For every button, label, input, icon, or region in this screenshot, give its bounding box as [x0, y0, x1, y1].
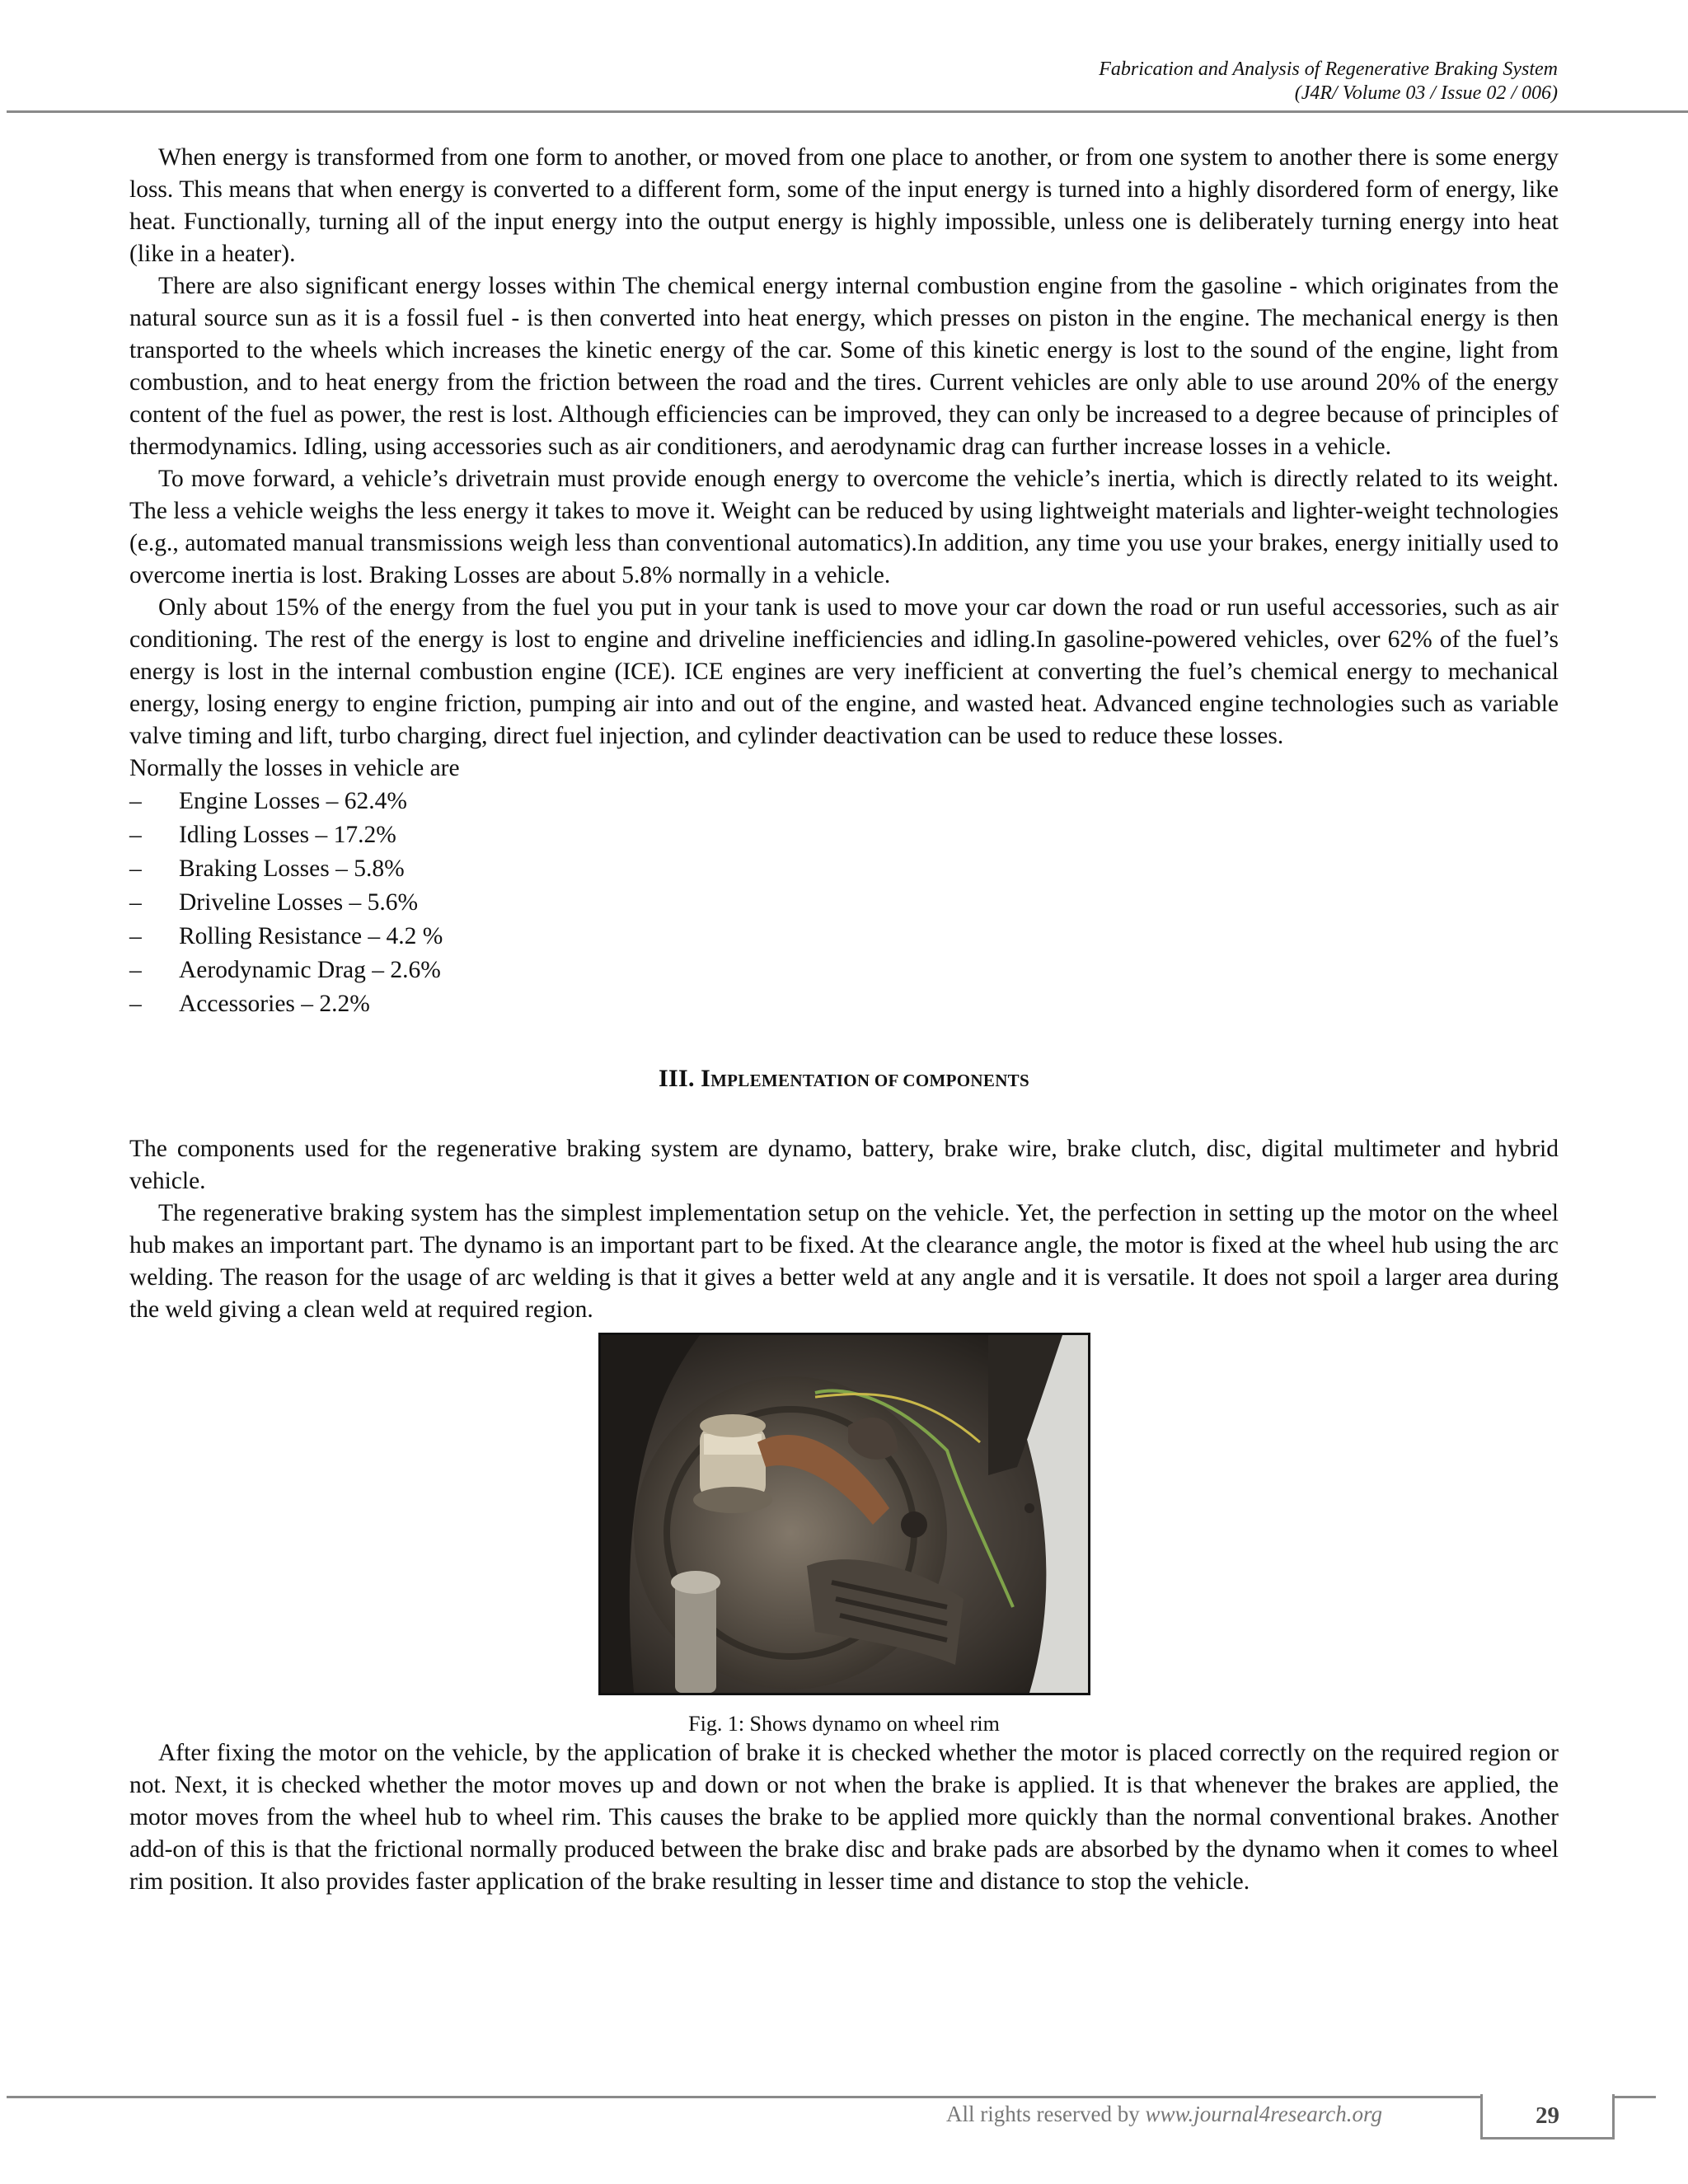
list-item-text: Engine Losses – 62.4%: [179, 788, 407, 814]
list-item-text: Driveline Losses – 5.6%: [179, 889, 419, 916]
paragraph-brake-application: After fixing the motor on the vehicle, by the application of brake it is checked whether the motor is placed correctly on the required region or not. Next, it is checked whether the motor moves up and down or not when the brake is applied. It is that whenever the brakes are applied, the motor moves from the wheel hub to wheel rim. This causes the brake to be applied more quickly than the normal conventional brakes. Another add-on of this is that the frictional normally produced between the brake disc and brake pads are absorbed by the dynamo when it comes to wheel rim position. It also provides faster application of the brake resulting in lesser time and distance to stop the vehicle.: [129, 1740, 1559, 1895]
footer-rights-text: All rights reserved by: [946, 2102, 1146, 2126]
paragraph-drivetrain: To move forward, a vehicle’s drivetrain must provide enough energy to overcome the vehicle’s inertia, which is directly related to its weight. The less a vehicle weighs the less energy it takes to move it. Weight can be reduced by using lightweight materials and lighter-weight technologies (e.g., automated manual transmissions weigh less than conventional automatics).In addition, any time you use your brakes, energy initially used to overcome inertia is lost. Braking Losses are about 5.8% normally in a vehicle.: [129, 466, 1559, 588]
footer-divider: [7, 2096, 1482, 2098]
running-header: [1099, 58, 1558, 105]
header-title: Fabrication and Analysis of Regenerative Braking System: [1099, 59, 1558, 80]
section-heading: [129, 1062, 1559, 1097]
section-number: III.: [659, 1065, 695, 1092]
list-item: [129, 818, 1559, 852]
paragraph-engine-losses: There are also significant energy losses within The chemical energy internal combustion engine from the gasoline - which originates from the natural source sun as it is a fossil fuel - is then converted into heat energy, which presses on piston in the engine. The mechanical energy is then transported to the wheels which increases the kinetic energy of the car. Some of this kinetic energy is lost to the sound of the engine, light from combustion, and to heat energy from the friction between the road and the tires. Current vehicles are only able to use around 20% of the energy content of the fuel as power, the rest is lost. Although efficiencies can be improved, they can only be increased to a degree because of principles of thermodynamics. Idling, using accessories such as air conditioners, and aerodynamic drag can further increase losses in a vehicle.: [129, 273, 1559, 460]
header-divider: [7, 110, 1688, 113]
list-item: [129, 886, 1559, 920]
footer-url-link[interactable]: www.journal4research.org: [1145, 2102, 1382, 2126]
section-initial: I: [701, 1065, 711, 1092]
page-number: 29: [1480, 2094, 1615, 2139]
list-item: [129, 852, 1559, 886]
list-dash: –: [129, 788, 142, 814]
section-title-rest: MPLEMENTATION OF COMPONENTS: [710, 1071, 1029, 1090]
header-issue: (J4R/ Volume 03 / Issue 02 / 006): [1294, 82, 1558, 104]
list-dash: –: [129, 822, 142, 848]
list-item: [129, 785, 1559, 818]
list-dash: –: [129, 855, 142, 882]
list-item: [129, 954, 1559, 987]
list-dash: –: [129, 889, 142, 916]
dynamo-photo: [598, 1333, 1090, 1695]
list-dash: –: [129, 957, 142, 983]
list-item-text: Aerodynamic Drag – 2.6%: [179, 957, 441, 983]
losses-intro: Normally the losses in vehicle are: [129, 755, 460, 781]
figure: [129, 1333, 1559, 1737]
list-item: [129, 920, 1559, 954]
paragraph-energy-loss: When energy is transformed from one form to another, or moved from one place to another, or from one system to another there is some energy loss. This means that when energy is converted to a different form, some of the input energy is turned into a highly disordered form of energy, like heat. Functionally, turning all of the input energy into the output energy is highly impossible, unless one is deliberately turning energy into heat (like in a heater).: [129, 144, 1559, 267]
list-item-text: Accessories – 2.2%: [179, 991, 370, 1017]
paragraph-fuel-energy: Only about 15% of the energy from the fuel you put in your tank is used to move your car down the road or run useful accessories, such as air conditioning. The rest of the energy is lost to engine and driveline inefficiencies and idling.In gasoline-powered vehicles, over 62% of the fuel’s energy is lost in the internal combustion engine (ICE). ICE engines are very inefficient at converting the fuel’s chemical energy to mechanical energy, losing energy to engine friction, pumping air into and out of the engine, and wasted heat. Advanced engine technologies such as variable valve timing and lift, turbo charging, direct fuel injection, and cylinder deactivation can be used to reduce these losses.: [129, 594, 1559, 749]
paragraph-implementation: The regenerative braking system has the simplest implementation setup on the vehicle. Yet, the perfection in setting up the motor on the wheel hub makes an important part. The dynamo is an important part to be fixed. At the clearance angle, the motor is fixed at the wheel hub using the arc welding. The reason for the usage of arc welding is that it gives a better weld at any angle and it is versatile. It does not spoil a larger area during the weld giving a clean weld at required region.: [129, 1200, 1559, 1323]
list-item-text: Rolling Resistance – 4.2 %: [179, 923, 443, 949]
list-item-text: Braking Losses – 5.8%: [179, 855, 405, 882]
article-body: [129, 142, 1559, 1898]
list-item-text: Idling Losses – 17.2%: [179, 822, 396, 848]
footer-divider-end: [1615, 2096, 1656, 2098]
figure-caption: Fig. 1: Shows dynamo on wheel rim: [688, 1712, 1000, 1736]
list-dash: –: [129, 923, 142, 949]
list-item: [129, 987, 1559, 1021]
losses-list: [129, 785, 1559, 1021]
list-dash: –: [129, 991, 142, 1017]
footer-rights: [946, 2102, 1382, 2127]
paragraph-components: The components used for the regenerative braking system are dynamo, battery, brake wire, brake clutch, disc, digital multimeter and hybrid vehicle.: [129, 1136, 1559, 1194]
